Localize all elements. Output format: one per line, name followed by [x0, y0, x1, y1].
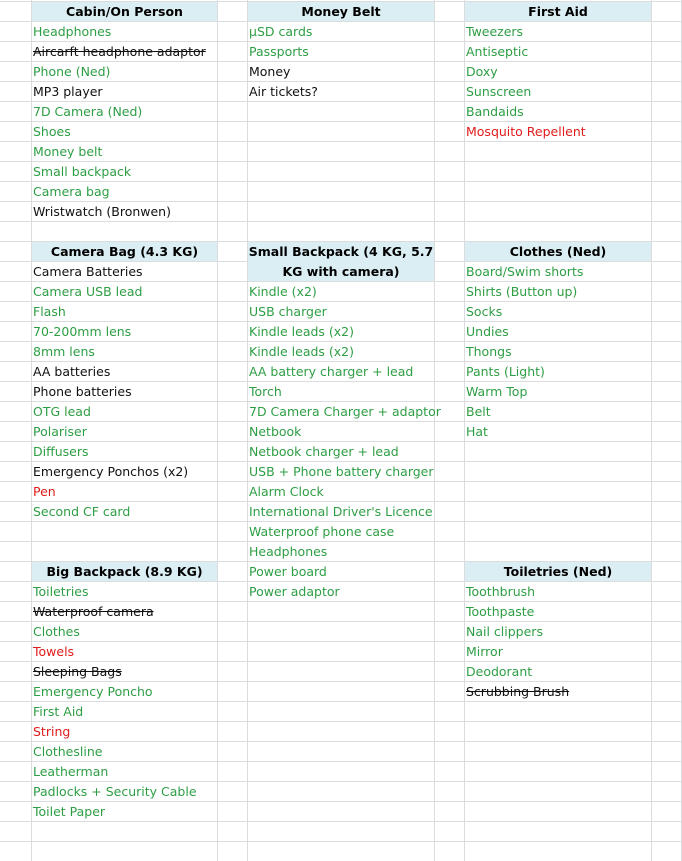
list-item[interactable]: Camera bag — [33, 184, 110, 199]
row-gridline — [0, 721, 682, 722]
list-item[interactable]: Camera Batteries — [33, 264, 143, 279]
list-item[interactable]: Undies — [466, 324, 509, 339]
section-header-money-belt[interactable]: Money Belt — [248, 2, 434, 21]
section-header-camera-bag[interactable]: Camera Bag (4.3 KG) — [32, 242, 217, 261]
row-gridline — [0, 581, 682, 582]
list-item[interactable]: Small backpack — [33, 164, 132, 179]
list-item[interactable]: Power board — [249, 564, 327, 579]
row-gridline — [0, 301, 682, 302]
list-item[interactable]: Passports — [249, 44, 309, 59]
list-item[interactable]: Toothbrush — [466, 584, 536, 599]
list-item[interactable]: Air tickets? — [249, 84, 318, 99]
list-item[interactable]: Pen — [33, 484, 56, 499]
section-header-clothes[interactable]: Clothes (Ned) — [465, 242, 651, 261]
list-item[interactable]: Warm Top — [466, 384, 528, 399]
list-item[interactable]: Headphones — [33, 24, 112, 39]
row-gridline — [0, 821, 682, 822]
column-gridline — [247, 0, 248, 861]
section-header-big-backpack[interactable]: Big Backpack (8.9 KG) — [32, 562, 217, 581]
list-item[interactable]: Clothesline — [33, 744, 103, 759]
list-item[interactable]: Nail clippers — [466, 624, 543, 639]
column-gridline — [434, 0, 435, 861]
list-item[interactable]: Shoes — [33, 124, 71, 139]
list-item[interactable]: Mosquito Repellent — [466, 124, 586, 139]
list-item[interactable]: Waterproof camera — [33, 604, 154, 619]
list-item[interactable]: Scrubbing Brush — [466, 684, 570, 699]
column-gridline — [31, 0, 32, 861]
list-item[interactable]: Padlocks + Security Cable — [33, 784, 197, 799]
list-item[interactable]: Money — [249, 64, 291, 79]
list-item[interactable]: µSD cards — [249, 24, 313, 39]
list-item[interactable]: Emergency Poncho — [33, 684, 153, 699]
list-item[interactable]: AA battery charger + lead — [249, 364, 414, 379]
row-gridline — [0, 541, 682, 542]
list-item[interactable]: 8mm lens — [33, 344, 95, 359]
list-item[interactable]: Second CF card — [33, 504, 131, 519]
list-item[interactable]: Power adaptor — [249, 584, 340, 599]
list-item[interactable]: 70-200mm lens — [33, 324, 132, 339]
list-item[interactable]: Tweezers — [466, 24, 524, 39]
row-gridline — [0, 221, 682, 222]
list-item[interactable]: Kindle leads (x2) — [249, 324, 355, 339]
list-item[interactable]: Thongs — [466, 344, 512, 359]
list-item[interactable]: Toiletries — [33, 584, 89, 599]
row-gridline — [0, 701, 682, 702]
list-item[interactable]: Phone batteries — [33, 384, 132, 399]
list-item[interactable]: Waterproof phone case — [249, 524, 395, 539]
list-item[interactable]: Netbook — [249, 424, 302, 439]
list-item[interactable]: Alarm Clock — [249, 484, 324, 499]
list-item[interactable]: OTG lead — [33, 404, 91, 419]
list-item[interactable]: Kindle leads (x2) — [249, 344, 355, 359]
list-item[interactable]: Polariser — [33, 424, 87, 439]
list-item[interactable]: Emergency Ponchos (x2) — [33, 464, 189, 479]
list-item[interactable]: Sunscreen — [466, 84, 532, 99]
section-header-toiletries[interactable]: Toiletries (Ned) — [465, 562, 651, 581]
list-item[interactable]: String — [33, 724, 71, 739]
row-gridline — [0, 841, 682, 842]
list-item[interactable]: USB + Phone battery charger — [249, 464, 434, 479]
list-item[interactable]: Toilet Paper — [33, 804, 106, 819]
list-item[interactable]: Wristwatch (Bronwen) — [33, 204, 171, 219]
list-item[interactable]: Shirts (Button up) — [466, 284, 578, 299]
list-item[interactable]: Deodorant — [466, 664, 533, 679]
list-item[interactable]: Kindle (x2) — [249, 284, 317, 299]
list-item[interactable]: Clothes — [33, 624, 80, 639]
row-gridline — [0, 641, 682, 642]
list-item[interactable]: Bandaids — [466, 104, 524, 119]
row-gridline — [0, 421, 682, 422]
list-item[interactable]: 7D Camera Charger + adaptor — [249, 404, 441, 419]
section-header-cabin[interactable]: Cabin/On Person — [32, 2, 217, 21]
list-item[interactable]: Toothpaste — [466, 604, 535, 619]
list-item[interactable]: Hat — [466, 424, 488, 439]
column-gridline — [651, 0, 652, 861]
list-item[interactable]: Flash — [33, 304, 66, 319]
list-item[interactable]: Leatherman — [33, 764, 109, 779]
list-item[interactable]: 7D Camera (Ned) — [33, 104, 143, 119]
column-gridline — [464, 0, 465, 861]
list-item[interactable]: Money belt — [33, 144, 103, 159]
list-item[interactable]: Camera USB lead — [33, 284, 143, 299]
column-gridline — [217, 0, 218, 861]
list-item[interactable]: Phone (Ned) — [33, 64, 111, 79]
list-item[interactable]: Netbook charger + lead — [249, 444, 399, 459]
list-item[interactable]: Board/Swim shorts — [466, 264, 584, 279]
list-item[interactable]: Sleeping Bags — [33, 664, 122, 679]
section-header-first-aid[interactable]: First Aid — [465, 2, 651, 21]
list-item[interactable]: Towels — [33, 644, 75, 659]
row-gridline — [0, 481, 682, 482]
list-item[interactable]: First Aid — [33, 704, 84, 719]
list-item[interactable]: Socks — [466, 304, 503, 319]
list-item[interactable]: Torch — [249, 384, 282, 399]
list-item[interactable]: Antiseptic — [466, 44, 529, 59]
list-item[interactable]: Mirror — [466, 644, 503, 659]
row-gridline — [0, 621, 682, 622]
list-item[interactable]: Headphones — [249, 544, 328, 559]
list-item[interactable]: Belt — [466, 404, 491, 419]
list-item[interactable]: USB charger — [249, 304, 327, 319]
list-item[interactable]: Aircarft headphone adaptor — [33, 44, 206, 59]
section-header-small-backpack[interactable]: Small Backpack (4 KG, 5.7 KG with camera) — [248, 244, 434, 279]
list-item[interactable]: AA batteries — [33, 364, 111, 379]
list-item[interactable]: Pants (Light) — [466, 364, 545, 379]
list-item[interactable]: International Driver's Licence — [249, 504, 433, 519]
list-item[interactable]: MP3 player — [33, 84, 103, 99]
list-item[interactable]: Doxy — [466, 64, 498, 79]
list-item[interactable]: Diffusers — [33, 444, 89, 459]
